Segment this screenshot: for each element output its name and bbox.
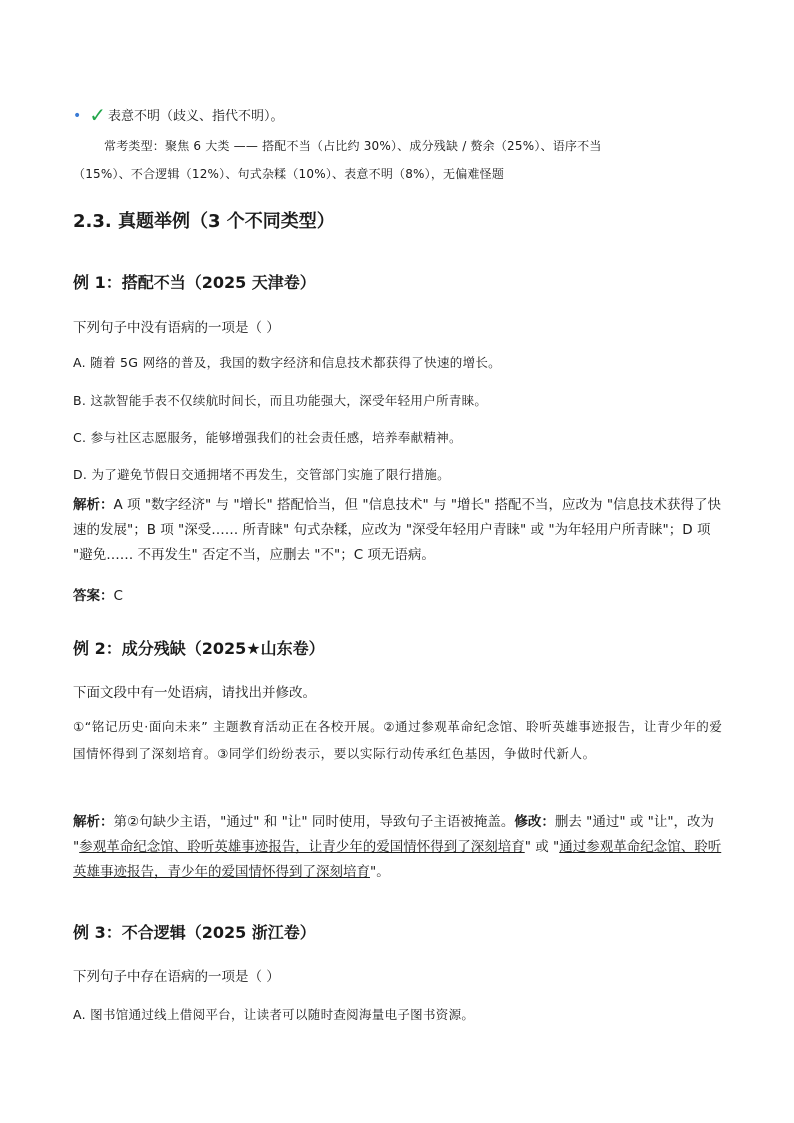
example-2-analysis — [73, 810, 723, 885]
example-3-question: 下列句子中存在语病的一项是（ ） — [73, 969, 280, 985]
fix-middle: " 或 " — [524, 839, 560, 855]
analysis-text: 第②句缺少主语，"通过" 和 "让" 同时使用，导致句子主语被掩盖。 — [113, 814, 515, 830]
answer-value: C — [113, 588, 123, 604]
section-heading: 2.3. 真题举例（3 个不同类型） — [73, 211, 335, 232]
example-1-option-d: D. 为了避免节假日交通拥堵不再发生，交管部门实施了限行措施。 — [73, 467, 450, 482]
example-1-question: 下列句子中没有语病的一项是（ ） — [73, 320, 280, 336]
example-3-heading: 例 3：不合逻辑（2025 浙江卷） — [73, 923, 316, 942]
example-2-question: 下面文段中有一处语病，请找出并修改。 — [73, 685, 316, 701]
example-1-analysis — [73, 493, 723, 568]
fix-option-b: 通过参观革命纪念馆、聆听英雄事迹报告，青少年的爱国情怀得到了深刻培育 — [73, 839, 722, 880]
analysis-text: A 项 "数字经济" 与 "增长" 搭配恰当，但 "信息技术" 与 "增长" 搭配不当，应改为 "信息技术获得了快速的发展"；B 项 "深受…… 所青睐" 句式杂糅，应改为 "深受年轻用户青睐" 或 "为年轻用户所青睐"；D 项 "避免…… 不再发生" 否定不当，应删去 "不"；C 项无语病。 — [73, 497, 722, 563]
fix-option-a: 参观革命纪念馆、聆听英雄事迹报告，让青少年的爱国情怀得到了深刻培育 — [79, 839, 525, 855]
answer-label: 答案： — [73, 588, 114, 604]
common-types-line1: 常考类型：聚焦 6 大类 —— 搭配不当（占比约 30%）、成分残缺 / 赘余（25%）、语序不当 — [104, 139, 602, 153]
fix-end: "。 — [370, 864, 390, 880]
example-2-heading: 例 2：成分残缺（2025★山东卷） — [73, 639, 325, 658]
fix-prefix: 删去 "通过" 或 "让"，改为 " — [73, 814, 715, 855]
bullet-icon: • — [73, 108, 82, 124]
example-1-answer — [73, 584, 723, 609]
example-2-passage: ①“铭记历史·面向未来” 主题教育活动正在各校开展。②通过参观革命纪念馆、聆听英雄事迹报告，让青少年的爱国情怀得到了深刻培育。③同学们纷纷表示，要以实际行动传承红色基因，争做时代新人。 — [73, 719, 723, 761]
fix-label: 修改： — [514, 814, 555, 830]
example-1-option-c: C. 参与社区志愿服务，能够增强我们的社会责任感，培养奉献精神。 — [73, 430, 462, 445]
list-item — [73, 103, 284, 127]
example-3-option-a: A. 图书馆通过线上借阅平台，让读者可以随时查阅海量电子图书资源。 — [73, 1007, 475, 1022]
analysis-label: 解析： — [73, 814, 114, 830]
analysis-label: 解析： — [73, 497, 114, 513]
checkmark-icon: ✓ — [89, 103, 107, 127]
list-item-text: 表意不明（歧义、指代不明）。 — [108, 109, 284, 124]
common-types-line2: （15%）、不合逻辑（12%）、句式杂糅（10%）、表意不明（8%），无偏难怪题 — [73, 167, 505, 181]
example-1-option-a: A. 随着 5G 网络的普及，我国的数字经济和信息技术都获得了快速的增长。 — [73, 355, 501, 370]
example-1-heading: 例 1：搭配不当（2025 天津卷） — [73, 273, 316, 292]
example-1-option-b: B. 这款智能手表不仅续航时间长，而且功能强大，深受年轻用户所青睐。 — [73, 393, 488, 408]
